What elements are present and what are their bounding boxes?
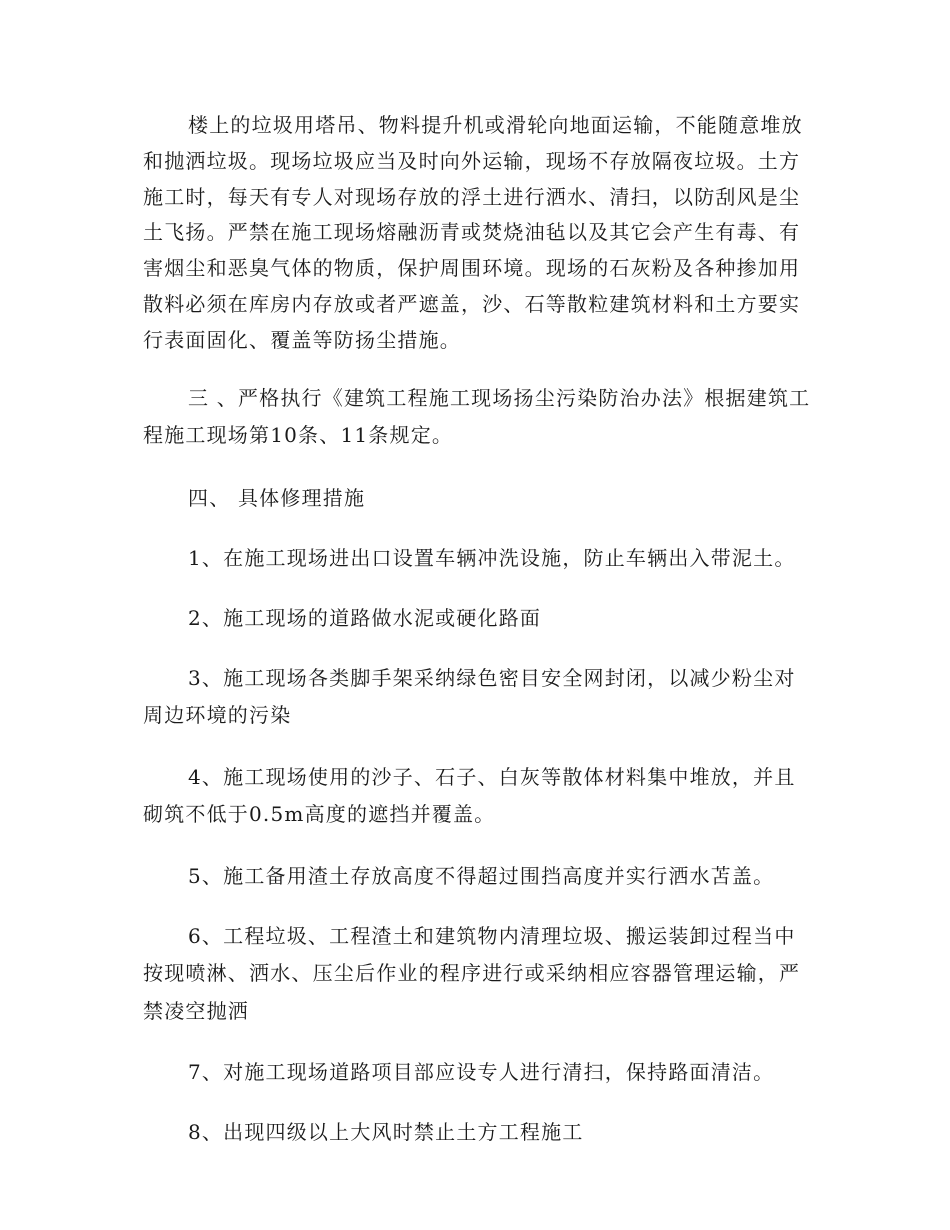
list-item-4: 4、施工现场使用的沙子、石子、白灰等散体材料集中堆放，并且砌筑不低于0.5m高度的遮挡并覆盖。 xyxy=(143,764,796,827)
paragraph-section-three: 三 、严格执行《建筑工程施工现场扬尘污染防治办法》根据建筑工程施工现场第10条、11条规定。 xyxy=(143,385,811,448)
list-item-2: 2、施工现场的道路做水泥或硬化路面 xyxy=(188,605,542,630)
list-item-7: 7、对施工现场道路项目部应设专人进行清扫，保持路面清洁。 xyxy=(188,1060,775,1085)
section-heading-four: 四、 具体修理措施 xyxy=(188,485,366,510)
document-body xyxy=(143,108,811,1150)
list-item-5: 5、施工备用渣土存放高度不得超过围挡高度并实行洒水苫盖。 xyxy=(188,863,775,888)
list-item-1: 1、在施工现场进出口设置车辆冲洗设施，防止车辆出入带泥土。 xyxy=(188,545,796,570)
list-item-8: 8、出现四级以上大风时禁止土方工程施工 xyxy=(188,1120,584,1145)
list-item-6: 6、工程垃圾、工程渣土和建筑物内清理垃圾、搬运装卸过程当中按现喷淋、洒水、压尘后作业的程序进行或采纳相应容器管理运输，严禁凌空抛洒 xyxy=(143,923,801,1023)
list-item-3: 3、施工现场各类脚手架采纳绿色密目安全网封闭，以减少粉尘对周边环境的污染 xyxy=(143,665,796,728)
paragraph-waste-transport: 楼上的垃圾用塔吊、物料提升机或滑轮向地面运输，不能随意堆放和抛洒垃圾。现场垃圾应当及时向外运输，现场不存放隔夜垃圾。土方施工时，每天有专人对现场存放的浮土进行洒水、清扫，以防刮风是尘土飞扬。严禁在施工现场熔融沥青或焚烧油毡以及其它会产生有毒、有害烟尘和恶臭气体的物质，保护周围环境。现场的石灰粉及各种掺加用散料必须在库房内存放或者严遮盖，沙、石等散粒建筑材料和土方要实行表面固化、覆盖等防扬尘措施。 xyxy=(143,113,803,352)
